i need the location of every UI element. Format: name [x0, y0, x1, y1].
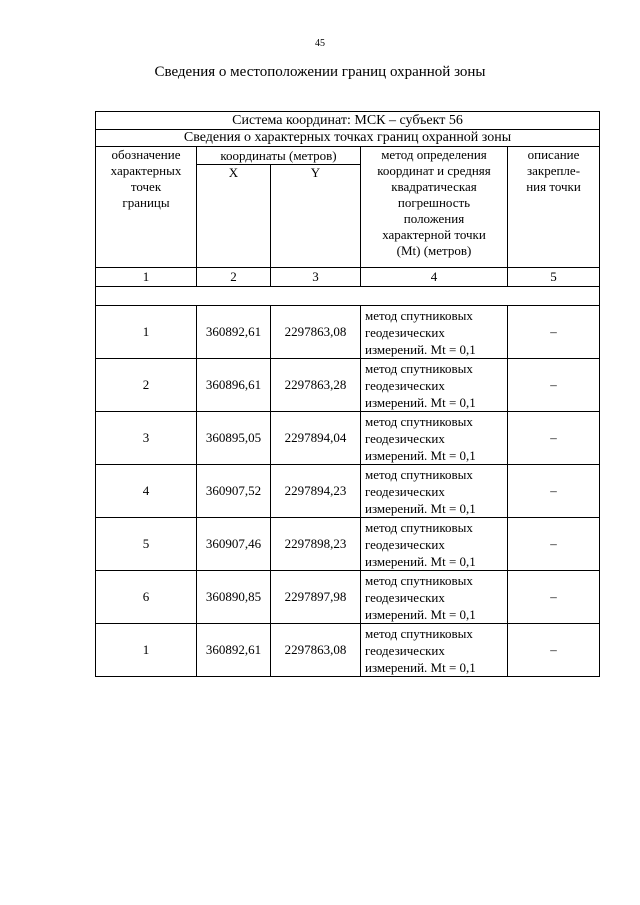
point-cell: 5	[96, 518, 197, 571]
header-x: X	[197, 165, 271, 268]
table-row	[96, 412, 600, 465]
column-number: 5	[508, 268, 600, 287]
header-coordinates: координаты (метров)	[197, 147, 361, 165]
method-cell: метод спутниковых геодезических измерений. Mt = 0,1	[361, 518, 508, 571]
y-cell: 2297894,04	[271, 412, 361, 465]
table-row	[96, 359, 600, 412]
section-title-row	[96, 130, 600, 147]
header-y: Y	[271, 165, 361, 268]
x-cell: 360907,52	[197, 465, 271, 518]
document-title: Сведения о местоположении границ охранной зоны	[154, 64, 486, 80]
table-row	[96, 571, 600, 624]
header-row	[96, 147, 600, 165]
blank-row	[96, 287, 600, 306]
method-cell: метод спутниковых геодезических измерений. Mt = 0,1	[361, 412, 508, 465]
description-cell: –	[508, 359, 600, 412]
x-cell: 360895,05	[197, 412, 271, 465]
coordinate-system-row	[96, 112, 600, 130]
method-cell: метод спутниковых геодезических измерений. Mt = 0,1	[361, 571, 508, 624]
description-cell: –	[508, 465, 600, 518]
description-cell: –	[508, 571, 600, 624]
column-number: 3	[271, 268, 361, 287]
y-cell: 2297863,28	[271, 359, 361, 412]
description-cell: –	[508, 518, 600, 571]
section-title-cell: Сведения о характерных точках границ охранной зоны	[96, 130, 600, 147]
coordinates-table	[95, 111, 600, 677]
description-cell: –	[508, 412, 600, 465]
y-cell: 2297863,08	[271, 624, 361, 677]
table-row	[96, 306, 600, 359]
method-cell: метод спутниковых геодезических измерений. Mt = 0,1	[361, 624, 508, 677]
header-description: описание закрепле- ния точки	[508, 147, 600, 268]
blank-cell	[96, 287, 600, 306]
description-cell: –	[508, 624, 600, 677]
header-designation: обозначение характерных точек границы	[96, 147, 197, 268]
point-cell: 2	[96, 359, 197, 412]
method-cell: метод спутниковых геодезических измерений. Mt = 0,1	[361, 465, 508, 518]
table-row	[96, 624, 600, 677]
column-number: 2	[197, 268, 271, 287]
point-cell: 1	[96, 624, 197, 677]
y-cell: 2297897,98	[271, 571, 361, 624]
x-cell: 360892,61	[197, 306, 271, 359]
y-cell: 2297894,23	[271, 465, 361, 518]
column-number: 4	[361, 268, 508, 287]
column-number: 1	[96, 268, 197, 287]
point-cell: 3	[96, 412, 197, 465]
header-method: метод определения координат и средняя квадратическая погрешность положения характерной точки (Mt) (метров)	[361, 147, 508, 268]
table-row	[96, 465, 600, 518]
y-cell: 2297863,08	[271, 306, 361, 359]
method-cell: метод спутниковых геодезических измерений. Mt = 0,1	[361, 306, 508, 359]
coordinate-system-cell: Система координат: МСК – субъект 56	[96, 112, 600, 130]
point-cell: 1	[96, 306, 197, 359]
page-number: 45	[315, 38, 325, 49]
x-cell: 360892,61	[197, 624, 271, 677]
method-cell: метод спутниковых геодезических измерений. Mt = 0,1	[361, 359, 508, 412]
x-cell: 360907,46	[197, 518, 271, 571]
x-cell: 360896,61	[197, 359, 271, 412]
y-cell: 2297898,23	[271, 518, 361, 571]
point-cell: 6	[96, 571, 197, 624]
column-numbers-row	[96, 268, 600, 287]
point-cell: 4	[96, 465, 197, 518]
description-cell: –	[508, 306, 600, 359]
x-cell: 360890,85	[197, 571, 271, 624]
table-row	[96, 518, 600, 571]
